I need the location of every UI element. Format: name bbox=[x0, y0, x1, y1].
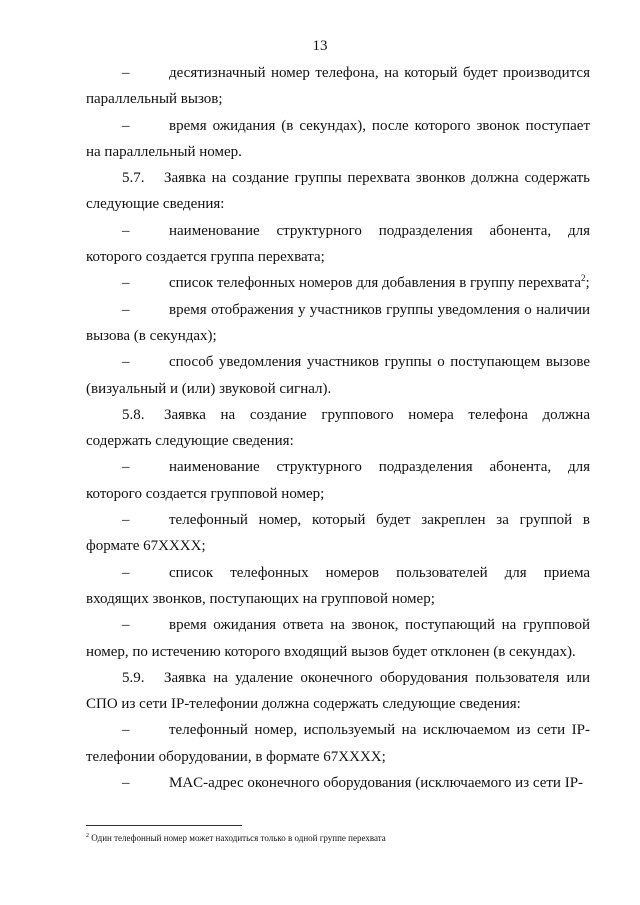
list-item bbox=[86, 218, 590, 271]
paragraph-text: телефонный номер, который будет закреплен за группой в формате 67XXXX; bbox=[86, 512, 590, 555]
list-dash: – bbox=[122, 301, 130, 318]
list-dash: – bbox=[122, 564, 130, 581]
numbered-paragraph bbox=[86, 665, 590, 718]
list-dash: – bbox=[122, 275, 130, 292]
list-item bbox=[86, 612, 590, 665]
paragraph-text: список телефонных номеров для добавления в группу перехвата bbox=[169, 275, 581, 292]
document-body bbox=[86, 60, 590, 796]
paragraph-text: наименование структурного подразделения абонента, для которого создается группа перехвата; bbox=[86, 222, 590, 266]
footnote-marker: 2 bbox=[86, 833, 89, 839]
list-item bbox=[86, 717, 590, 770]
paragraph-text: список телефонных номеров пользователей для приема входящих звонков, поступающих на групповой номер; bbox=[86, 564, 590, 607]
section-number: 5.7. bbox=[122, 170, 145, 187]
paragraph-text: время ожидания (в секундах), после которого звонок поступает на параллельный номер. bbox=[86, 117, 590, 160]
paragraph-text: наименование структурного подразделения абонента, для которого создается групповой номер; bbox=[86, 459, 590, 502]
list-item bbox=[86, 270, 590, 296]
list-item bbox=[86, 113, 590, 166]
paragraph-text: время отображения у участников группы уведомления о наличии вызова (в секундах); bbox=[86, 301, 590, 344]
footnote-text: Один телефонный номер может находиться только в одной группе перехвата bbox=[91, 833, 386, 843]
list-dash: – bbox=[122, 722, 130, 739]
list-item bbox=[86, 454, 590, 507]
list-item bbox=[86, 349, 590, 402]
list-dash: – bbox=[122, 512, 130, 529]
paragraph-text-end: ; bbox=[585, 275, 590, 292]
list-dash: – bbox=[122, 65, 130, 81]
list-dash: – bbox=[122, 617, 130, 634]
list-item bbox=[86, 507, 590, 560]
section-number: 5.9. bbox=[122, 669, 145, 686]
paragraph-text: время ожидания ответа на звонок, поступающий на групповой номер, по истечению которого входящий вызов будет отклонен (в секундах). bbox=[86, 617, 590, 660]
numbered-paragraph bbox=[86, 402, 590, 455]
numbered-paragraph bbox=[86, 165, 590, 218]
list-item bbox=[86, 770, 590, 796]
list-dash: – bbox=[122, 354, 130, 371]
list-item bbox=[86, 560, 590, 613]
list-dash: – bbox=[122, 117, 130, 134]
paragraph-text: способ уведомления участников группы о поступающем вызове (визуальный и (или) звуковой сигнал). bbox=[86, 354, 590, 397]
paragraph-text: Заявка на удаление оконечного оборудования пользователя или СПО из сети IP-телефонии должна содержать следующие сведения: bbox=[86, 669, 590, 713]
section-number: 5.8. bbox=[122, 406, 145, 423]
paragraph-text: Заявка на создание группы перехвата звонков должна содержать следующие сведения: bbox=[86, 170, 590, 213]
paragraph-text: MAC-адрес оконечного оборудования (исключаемого из сети IP- bbox=[169, 775, 584, 792]
paragraph-text: десятизначный номер телефона, на который будет производится параллельный вызов; bbox=[86, 65, 590, 108]
paragraph-text: Заявка на создание группового номера телефона должна содержать следующие сведения: bbox=[86, 406, 590, 450]
list-dash: – bbox=[122, 222, 130, 239]
footnote-reference: 2 bbox=[580, 273, 586, 284]
footnote-divider bbox=[86, 825, 242, 826]
list-dash: – bbox=[122, 459, 130, 476]
list-item bbox=[86, 60, 590, 113]
paragraph-text: телефонный номер, используемый на исключаемом из сети IP-телефонии оборудовании, в формате 67XXXX; bbox=[86, 722, 590, 765]
footnote bbox=[86, 832, 586, 844]
list-item bbox=[86, 297, 590, 350]
page-number: 13 bbox=[312, 38, 328, 54]
list-dash: – bbox=[122, 775, 130, 792]
